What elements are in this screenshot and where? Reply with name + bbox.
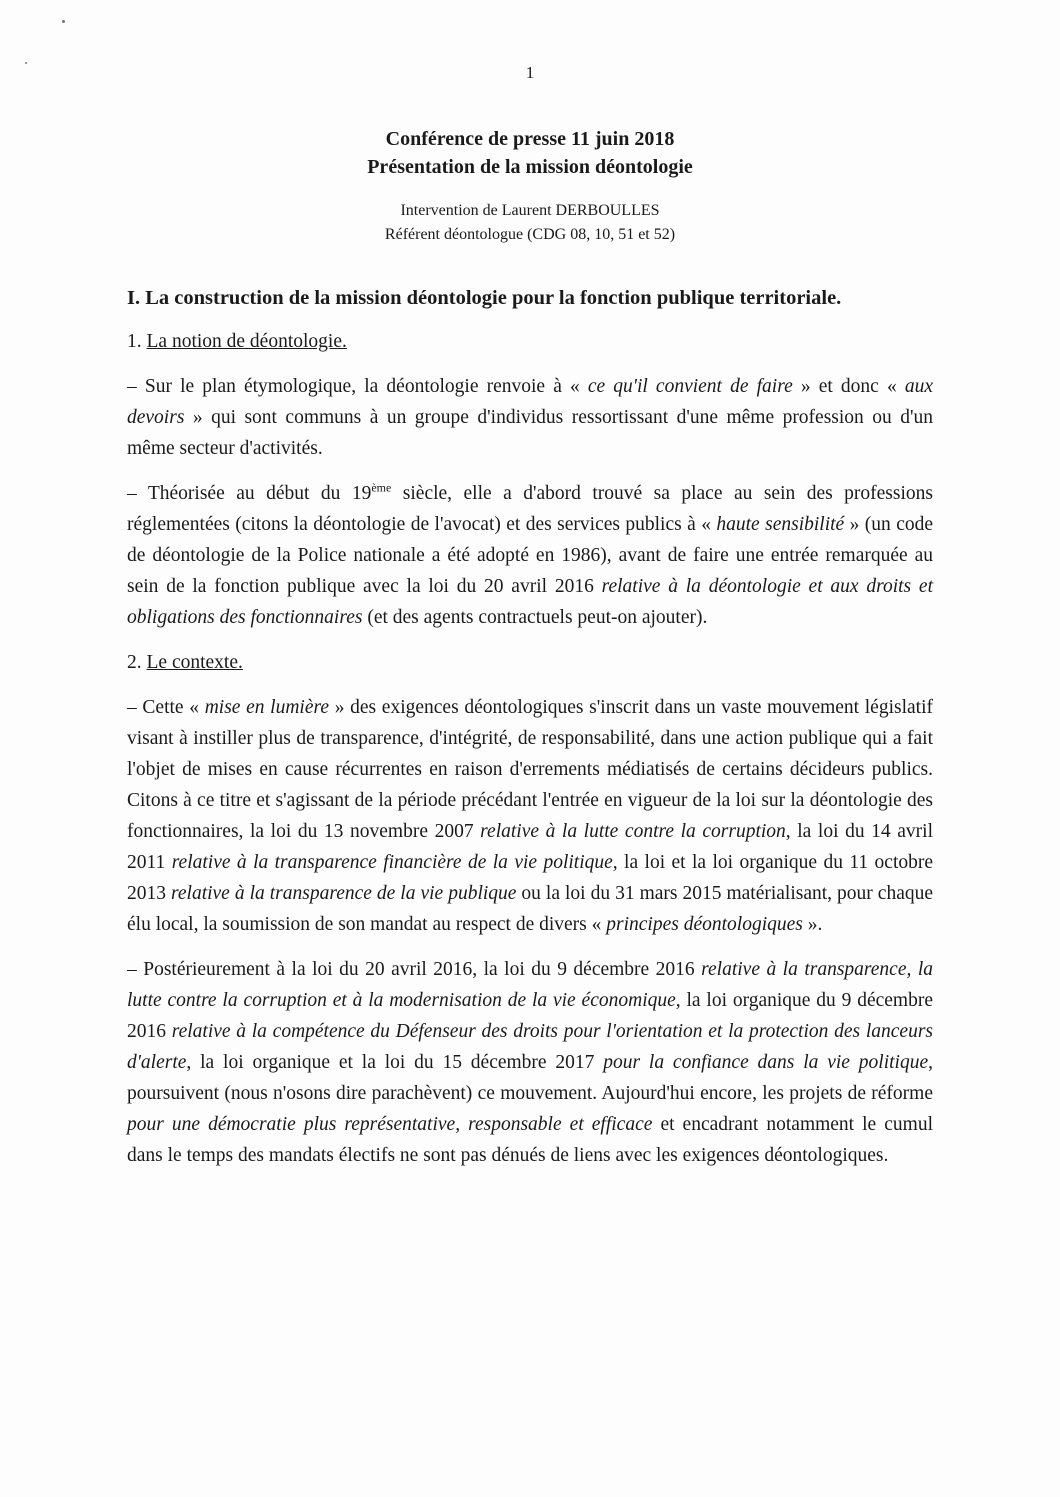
italic-run: pour une démocratie plus représentative, responsable et efficace bbox=[127, 1114, 653, 1135]
text-run: » et donc « bbox=[792, 376, 905, 397]
italic-run: pour la confiance dans la vie politique bbox=[603, 1052, 929, 1073]
paragraph-context bbox=[127, 692, 933, 940]
superscript: ème bbox=[371, 480, 392, 495]
text-run: – Cette « bbox=[127, 697, 205, 718]
scan-speck bbox=[62, 20, 65, 23]
italic-run: relative à la compétence du Défenseur des droits pour l'orientation et la protection des lanceurs d'alerte bbox=[127, 1021, 933, 1073]
document-header bbox=[0, 125, 1060, 247]
text-run: – Postérieurement à la loi du 20 avril 2016, la loi du 9 décembre 2016 bbox=[127, 959, 702, 980]
speaker-line: Intervention de Laurent DERBOULLES bbox=[400, 202, 660, 219]
title-line-2: Présentation de la mission déontologie bbox=[367, 156, 693, 178]
document-body bbox=[127, 283, 933, 1185]
subsection-number: 2. bbox=[127, 652, 147, 673]
text-run: – Théorisée au début du 19 bbox=[127, 483, 372, 504]
italic-run: relative à la déontologie et aux droits et obligations des fonctionnaires bbox=[127, 576, 933, 628]
text-run: , la loi organique et la loi du 15 décembre 2017 bbox=[186, 1052, 604, 1073]
subsection-title: Le contexte. bbox=[146, 652, 243, 673]
italic-run: mise en lumière bbox=[204, 697, 330, 718]
text-run: ou la loi du 31 mars 2015 matérialisant, pour chaque élu local, la soumission de son mandat au respect de divers « bbox=[127, 883, 933, 935]
subsection-heading-1 bbox=[127, 326, 933, 357]
paragraph-etymology bbox=[127, 371, 933, 464]
text-run: et encadrant notamment le cumul dans le temps des mandats électifs ne sont pas dénués de liens avec les exigences déontologiques. bbox=[127, 1114, 933, 1166]
italic-run: haute sensibilité bbox=[716, 514, 845, 535]
text-run: , poursuivent (nous n'osons dire parachèvent) ce mouvement. Aujourd'hui encore, les projets de réforme bbox=[127, 1052, 933, 1104]
italic-run: ce qu'il convient de faire bbox=[587, 376, 793, 397]
text-run: » des exigences déontologiques s'inscrit dans un vaste mouvement législatif visant à instiller plus de transparence, d'intégrité, de responsabilité, dans une action publique qui a fait l'objet de mises en cause récurrentes en raison d'errements médiatisés de certains décideurs publics. Citons à ce titre et s'agissant de la période précédant l'entrée en vigueur de la loi sur la déontologie des fonctionnaires, la loi du 13 novembre 2007 bbox=[127, 697, 934, 842]
italic-run: aux devoirs bbox=[127, 376, 933, 428]
text-run: » qui sont communs à un groupe d'individus ressortissant d'une même profession ou d'un même secteur d'activités. bbox=[127, 407, 933, 459]
italic-run: relative à la transparence financière de la vie politique bbox=[171, 852, 613, 873]
subsection-title: La notion de déontologie. bbox=[146, 331, 347, 352]
text-run: , la loi organique du 9 décembre 2016 bbox=[127, 990, 933, 1042]
role-line: Référent déontologue (CDG 08, 10, 51 et 52) bbox=[384, 226, 676, 243]
subsection-heading-2 bbox=[127, 647, 933, 678]
text-run: siècle, elle a d'abord trouvé sa place au sein des professions réglementées (citons la déontologie de l'avocat) et des services publics à « bbox=[127, 483, 933, 535]
page-number: 1 bbox=[525, 63, 535, 82]
subsection-number: 1. bbox=[127, 331, 147, 352]
text-run: – Sur le plan étymologique, la déontologie renvoie à « bbox=[127, 376, 588, 397]
speaker-block bbox=[0, 199, 1060, 247]
text-run: » (un code de déontologie de la Police nationale a été adopté en 1986), avant de faire une entrée remarquée au sein de la fonction publique avec la loi du 20 avril 2016 bbox=[127, 514, 934, 597]
text-run: ». bbox=[802, 914, 823, 935]
text-run: (et des agents contractuels peut-on ajouter). bbox=[362, 607, 708, 628]
title-line-1: Conférence de presse 11 juin 2018 bbox=[385, 128, 675, 150]
italic-run: relative à la transparence, la lutte contre la corruption et à la modernisation de la vie économique bbox=[127, 959, 934, 1011]
paragraph-history bbox=[127, 478, 933, 633]
italic-run: relative à la lutte contre la corruption bbox=[480, 821, 786, 842]
italic-run: principes déontologiques bbox=[606, 914, 803, 935]
text-run: , la loi et la loi organique du 11 octobre 2013 bbox=[127, 852, 934, 904]
paragraph-post-2016 bbox=[127, 954, 933, 1171]
italic-run: relative à la transparence de la vie publique bbox=[171, 883, 517, 904]
section-heading: I. La construction de la mission déontologie pour la fonction publique territoriale. bbox=[127, 287, 842, 309]
text-run: , la loi du 14 avril 2011 bbox=[127, 821, 933, 873]
